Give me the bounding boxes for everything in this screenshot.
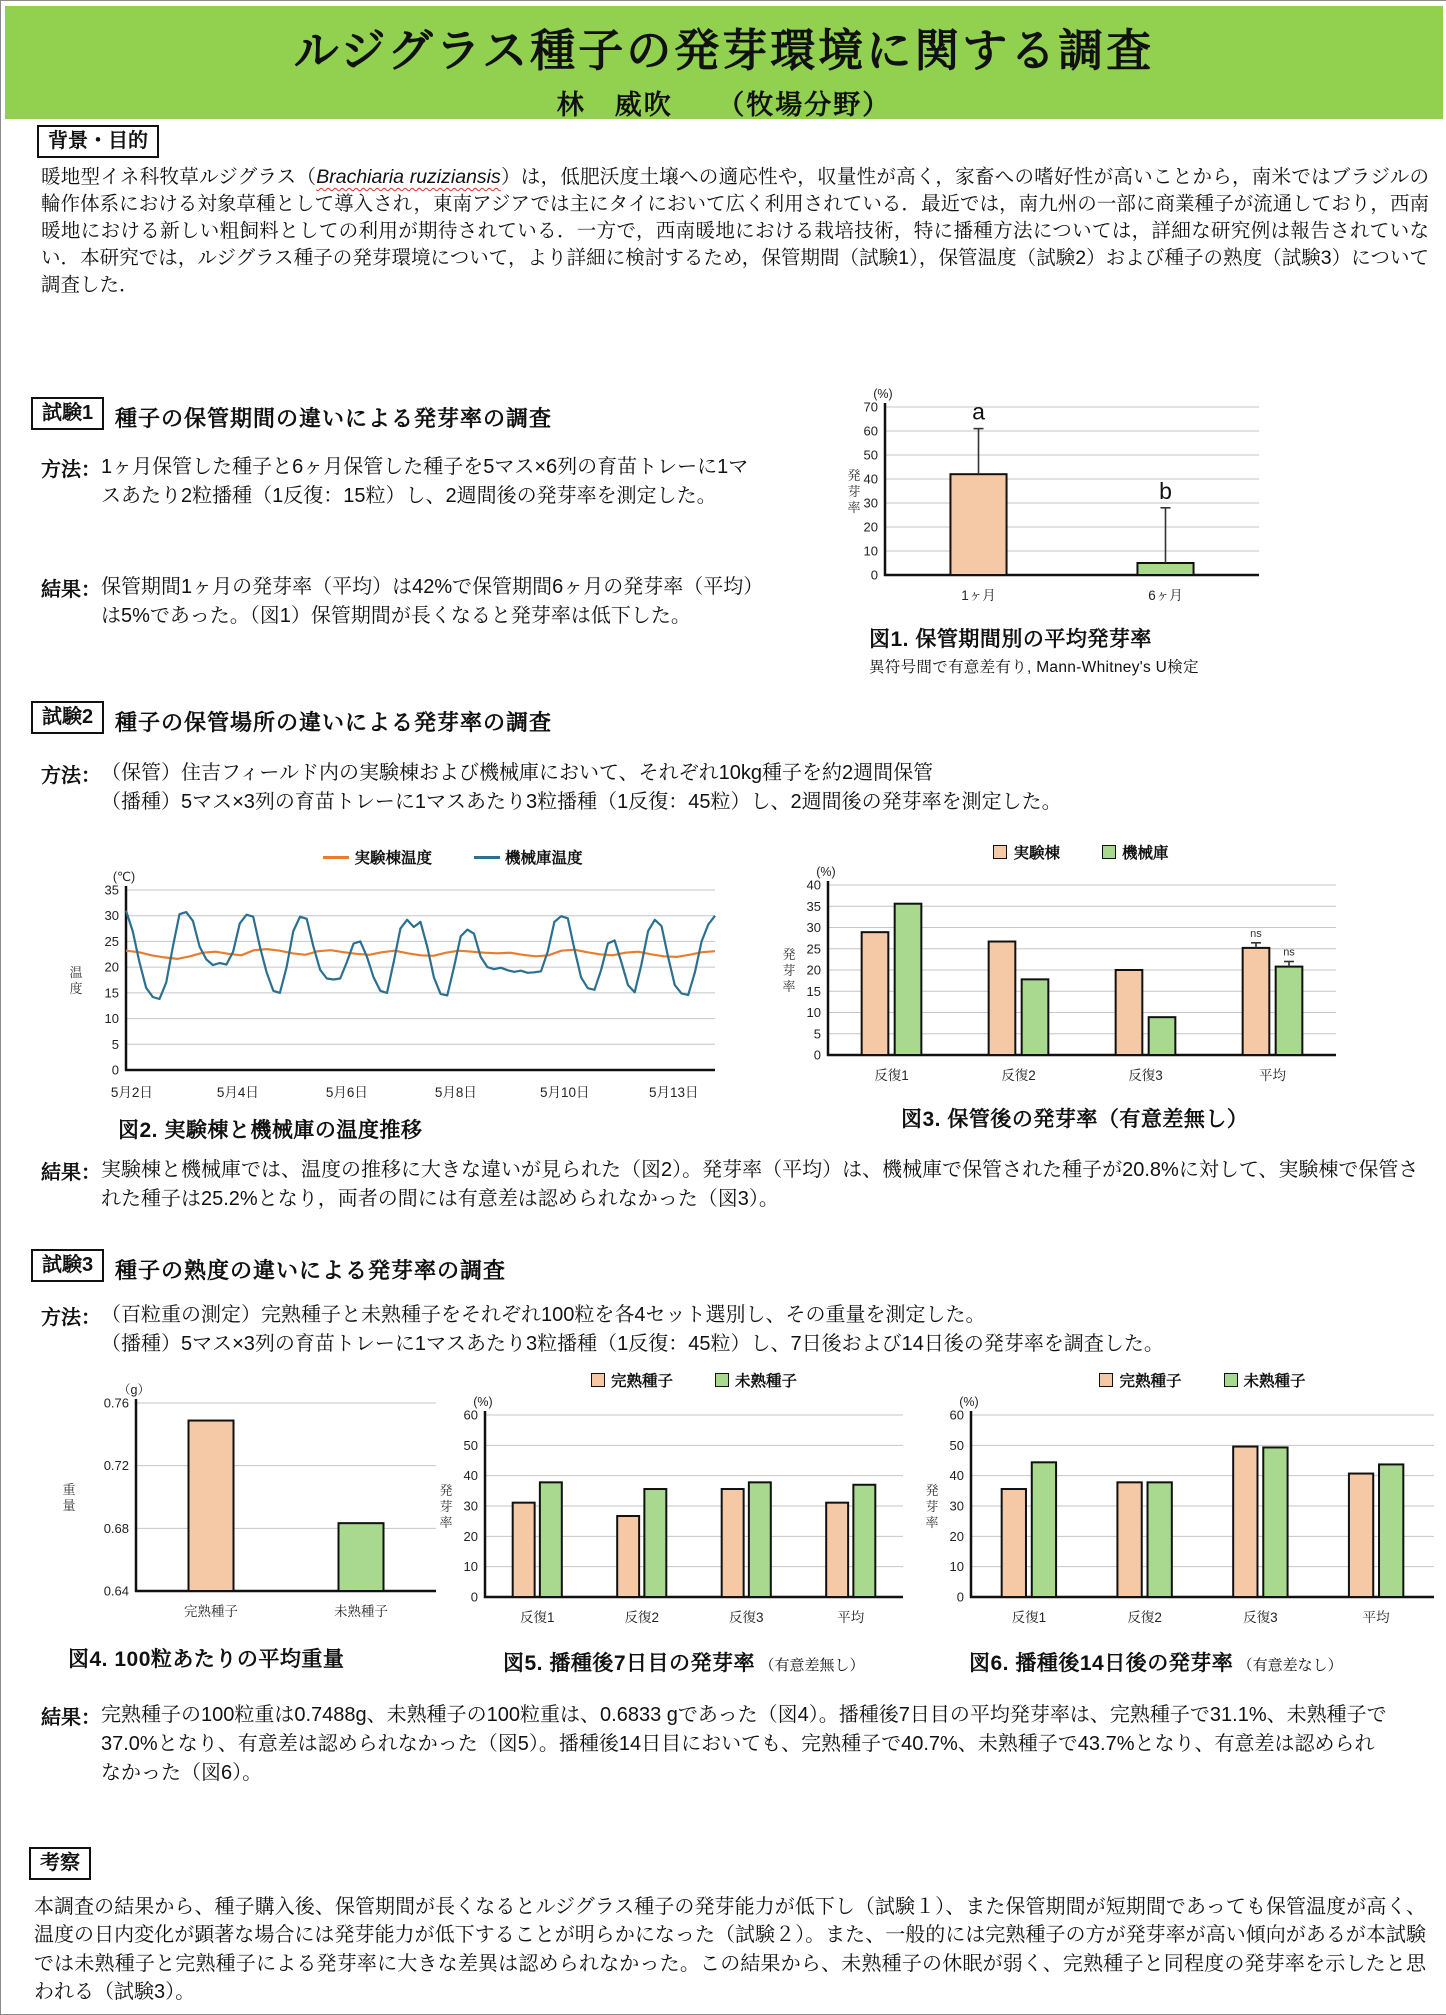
svg-text:反復2: 反復2 bbox=[1001, 1068, 1036, 1083]
svg-text:70: 70 bbox=[863, 399, 878, 415]
mech-line-swatch bbox=[474, 856, 500, 859]
svg-text:芽: 芽 bbox=[439, 1499, 453, 1514]
figure-5 bbox=[433, 1369, 915, 1677]
fig6-caption-row bbox=[969, 1647, 1446, 1677]
svg-text:0: 0 bbox=[470, 1589, 478, 1605]
svg-text:(%): (%) bbox=[473, 1395, 493, 1409]
svg-text:（g）: （g） bbox=[118, 1383, 150, 1397]
fig2-legend bbox=[183, 846, 723, 868]
fig5-legend bbox=[473, 1369, 915, 1391]
svg-text:25: 25 bbox=[806, 941, 821, 957]
fig5-caption: 図5. 播種後7日目の発芽率 bbox=[503, 1652, 756, 1675]
svg-text:5月2日: 5月2日 bbox=[110, 1085, 153, 1100]
mech-line-label: 機械庫温度 bbox=[505, 850, 583, 867]
svg-text:0: 0 bbox=[956, 1589, 964, 1605]
exp3-method-line1: （百粒重の測定）完熟種子と未熟種子をそれぞれ100粒を各4セット選別し、その重量を測定した。 bbox=[101, 1304, 986, 1326]
fig1-caption-note: 異符号間で有意差有り, Mann-Whitney's U検定 bbox=[869, 659, 1199, 676]
svg-text:35: 35 bbox=[806, 898, 821, 914]
svg-text:40: 40 bbox=[806, 877, 821, 893]
svg-text:50: 50 bbox=[863, 447, 878, 463]
exp3-method-line2: （播種）5マス×3列の育苗トレーに1マスあたり3粒播種（1反復：45粒）し、7日後および14日後の発芽率を調査した。 bbox=[101, 1332, 1164, 1355]
svg-text:量: 量 bbox=[62, 1498, 76, 1513]
svg-text:発: 発 bbox=[439, 1483, 453, 1498]
svg-text:25: 25 bbox=[104, 933, 119, 949]
exp3-label: 試験3 bbox=[31, 1249, 104, 1282]
svg-text:30: 30 bbox=[806, 920, 821, 935]
fig6-legend bbox=[959, 1369, 1446, 1391]
fig2-caption: 図2. 実験棟と機械庫の温度推移 bbox=[118, 1119, 423, 1142]
svg-text:完熟種子: 完熟種子 bbox=[184, 1604, 238, 1619]
lab-line-swatch bbox=[323, 856, 349, 859]
svg-text:平均: 平均 bbox=[1259, 1068, 1286, 1083]
svg-text:15: 15 bbox=[104, 985, 119, 1001]
figure-3 bbox=[776, 841, 1346, 1133]
fig6-legend-immature bbox=[1224, 1369, 1306, 1391]
svg-text:ns: ns bbox=[1283, 946, 1295, 959]
svg-text:(%): (%) bbox=[816, 865, 836, 879]
fig3-legend-mech bbox=[1102, 841, 1169, 863]
svg-text:20: 20 bbox=[463, 1528, 478, 1544]
svg-text:率: 率 bbox=[782, 979, 796, 994]
svg-text:芽: 芽 bbox=[782, 963, 796, 978]
svg-text:20: 20 bbox=[863, 519, 878, 535]
svg-text:5月13日: 5月13日 bbox=[649, 1085, 699, 1100]
immature-bar-swatch bbox=[1224, 1373, 1238, 1387]
svg-text:60: 60 bbox=[949, 1407, 964, 1423]
mature-bar-swatch bbox=[1099, 1373, 1113, 1387]
svg-text:5月4日: 5月4日 bbox=[216, 1085, 259, 1100]
fig5-bar-chart bbox=[433, 1395, 913, 1637]
svg-text:率: 率 bbox=[847, 500, 861, 515]
svg-text:5月6日: 5月6日 bbox=[325, 1085, 368, 1100]
background-label: 背景・目的 bbox=[37, 125, 159, 158]
svg-text:20: 20 bbox=[806, 962, 821, 978]
section-label-exp2 bbox=[31, 701, 104, 734]
svg-text:0.68: 0.68 bbox=[103, 1520, 129, 1536]
svg-text:率: 率 bbox=[925, 1515, 939, 1530]
fig2-legend-lab bbox=[323, 846, 432, 868]
svg-text:反復3: 反復3 bbox=[1243, 1610, 1278, 1625]
svg-text:平均: 平均 bbox=[837, 1610, 865, 1625]
fig2-line-chart bbox=[63, 870, 723, 1108]
fig2-legend-mech bbox=[474, 846, 583, 868]
exp1-heading: 種子の保管期間の違いによる発芽率の調査 bbox=[115, 406, 553, 431]
section-label-exp3 bbox=[31, 1249, 104, 1282]
svg-text:0: 0 bbox=[111, 1062, 119, 1078]
svg-text:発: 発 bbox=[925, 1483, 939, 1498]
svg-text:1ヶ月: 1ヶ月 bbox=[961, 588, 996, 603]
exp2-method-text bbox=[101, 759, 1062, 817]
svg-text:5: 5 bbox=[111, 1036, 119, 1052]
svg-text:発: 発 bbox=[847, 468, 861, 483]
svg-text:度: 度 bbox=[69, 981, 83, 996]
fig6-bar-chart bbox=[919, 1395, 1444, 1637]
svg-text:0.64: 0.64 bbox=[103, 1583, 129, 1599]
figure-2 bbox=[63, 846, 723, 1144]
svg-text:5月10日: 5月10日 bbox=[540, 1085, 590, 1100]
author-line: 林 威吹 （牧場分野） bbox=[556, 90, 892, 120]
svg-text:芽: 芽 bbox=[925, 1499, 939, 1514]
background-text-before: 暖地型イネ科牧草ルジグラス（ bbox=[41, 166, 317, 188]
exp3-method-label: 方法： bbox=[41, 1307, 101, 1329]
svg-text:50: 50 bbox=[949, 1437, 964, 1453]
fig3-legend-lab bbox=[993, 841, 1060, 863]
header-band bbox=[5, 6, 1443, 119]
page-title: ルジグラス種子の発芽環境に関する調査 bbox=[293, 25, 1155, 76]
fig1-bar-chart bbox=[841, 377, 1269, 615]
exp2-result-label: 結果： bbox=[41, 1162, 101, 1184]
svg-text:30: 30 bbox=[104, 908, 119, 924]
fig3-caption: 図3. 保管後の発芽率（有意差無し） bbox=[901, 1108, 1249, 1131]
exp1-label: 試験1 bbox=[31, 397, 104, 430]
svg-text:平均: 平均 bbox=[1362, 1610, 1390, 1625]
immature-bar-label: 未熟種子 bbox=[735, 1373, 798, 1390]
exp3-heading: 種子の熟度の違いによる発芽率の調査 bbox=[115, 1258, 507, 1283]
mech-bar-label: 機械庫 bbox=[1122, 845, 1169, 862]
fig1-caption: 図1. 保管期間別の平均発芽率 bbox=[869, 628, 1152, 651]
svg-text:60: 60 bbox=[863, 423, 878, 439]
svg-text:10: 10 bbox=[806, 1005, 821, 1020]
svg-text:(℃): (℃) bbox=[112, 870, 136, 884]
svg-text:発: 発 bbox=[782, 947, 796, 962]
svg-text:20: 20 bbox=[949, 1528, 964, 1544]
figure-4 bbox=[56, 1379, 456, 1673]
fig6-caption-note: （有意差なし） bbox=[1237, 1657, 1343, 1674]
svg-text:反復3: 反復3 bbox=[1128, 1068, 1163, 1083]
section-label-exp1 bbox=[31, 397, 104, 430]
svg-text:35: 35 bbox=[104, 882, 119, 898]
exp3-method-text bbox=[101, 1301, 1164, 1359]
exp3-result-text: 完熟種子の100粒重は0.7488g、未熟種子の100粒重は、0.6833 gであった（図4）。播種後7日目の平均発芽率は、完熟種子で31.1%、未熟種子で37.0%となり、有意差は認められなかった（図5）。播種後14日目においても、完熟種子で40.7%、未熟種子で43.7%となり、有意差は認められなかった（図6）。 bbox=[101, 1704, 1387, 1784]
svg-text:反復1: 反復1 bbox=[519, 1610, 555, 1625]
fig3-bar-chart bbox=[776, 865, 1346, 1095]
exp2-label: 試験2 bbox=[31, 701, 104, 734]
svg-text:40: 40 bbox=[949, 1468, 964, 1484]
svg-text:6ヶ月: 6ヶ月 bbox=[1148, 588, 1183, 603]
exp1-method-row bbox=[41, 453, 781, 511]
svg-text:a: a bbox=[972, 398, 985, 425]
svg-text:60: 60 bbox=[463, 1407, 478, 1423]
exp3-method-row bbox=[41, 1301, 1436, 1359]
svg-text:反復1: 反復1 bbox=[874, 1068, 909, 1083]
background-text-after: ）は，低肥沃度土壌への適応性や，収量性が高く，家畜への嗜好性が高いことから，南米ではブラジルの輪作体系における対象草種として導入され，東南アジアでは主にタイにおいて広く利用されている．最近では，南九州の一部に商業種子が流通しており，西南暖地における新しい粗飼料としての利用が期待されている．一方で，西南暖地における栽培技術，特に播種方法については，詳細な研究例は報告されていない．本研究では，ルジグラス種子の発芽環境について，より詳細に検討するため，保管期間（試験1），保管温度（試験2）および種子の熟度（試験3）について調査した． bbox=[41, 166, 1430, 296]
immature-bar-swatch bbox=[715, 1373, 729, 1387]
exp1-result-label: 結果： bbox=[41, 579, 101, 601]
svg-text:率: 率 bbox=[439, 1515, 453, 1530]
svg-text:反復1: 反復1 bbox=[1011, 1610, 1047, 1625]
exp2-method-label: 方法： bbox=[41, 765, 101, 787]
svg-text:50: 50 bbox=[463, 1437, 478, 1453]
section-label-discussion bbox=[29, 1847, 91, 1880]
svg-text:b: b bbox=[1159, 477, 1172, 504]
discussion-paragraph: 本調査の結果から、種子購入後、保管期間が長くなるとルジグラス種子の発芽能力が低下し（試験１）、また保管期間が短期間であっても保管温度が高く、温度の日内変化が顕著な場合には発芽能力が低下することが明らかになった（試験２）。また、一般的には完熟種子の方が発芽率が高い傾向があるが本試験では未熟種子と完熟種子による発芽率に大きな差異は認められなかった。この結果から、未熟種子の休眠が弱く、完熟種子と同程度の発芽率を示したと思われる（試験3）。 bbox=[34, 1896, 1426, 2004]
svg-text:40: 40 bbox=[463, 1468, 478, 1484]
svg-text:5月8日: 5月8日 bbox=[434, 1085, 477, 1100]
svg-text:温: 温 bbox=[69, 965, 83, 980]
exp2-method-row bbox=[41, 759, 1431, 817]
svg-text:反復2: 反復2 bbox=[624, 1610, 660, 1625]
exp1-method-label: 方法： bbox=[41, 459, 101, 481]
figure-6 bbox=[919, 1369, 1446, 1677]
fig6-caption: 図6. 播種後14日後の発芽率 bbox=[969, 1652, 1234, 1675]
svg-text:(%): (%) bbox=[873, 387, 893, 401]
svg-text:(%): (%) bbox=[959, 1395, 979, 1409]
svg-text:未熟種子: 未熟種子 bbox=[334, 1604, 388, 1619]
svg-text:40: 40 bbox=[863, 471, 878, 487]
lab-line-label: 実験棟温度 bbox=[354, 850, 432, 867]
svg-text:15: 15 bbox=[806, 983, 821, 999]
section-label-background bbox=[37, 125, 159, 158]
svg-text:20: 20 bbox=[104, 959, 119, 975]
svg-text:0.72: 0.72 bbox=[103, 1458, 129, 1474]
svg-text:重: 重 bbox=[62, 1482, 76, 1497]
svg-text:0: 0 bbox=[813, 1047, 821, 1063]
fig5-legend-immature bbox=[715, 1369, 797, 1391]
fig5-legend-mature bbox=[591, 1369, 673, 1391]
fig4-bar-chart bbox=[56, 1379, 446, 1631]
exp3-result-label: 結果： bbox=[41, 1707, 101, 1729]
svg-text:30: 30 bbox=[949, 1498, 964, 1514]
mature-bar-label: 完熟種子 bbox=[1119, 1373, 1182, 1390]
svg-text:ns: ns bbox=[1250, 927, 1262, 940]
svg-text:10: 10 bbox=[463, 1559, 478, 1575]
svg-text:芽: 芽 bbox=[847, 484, 861, 499]
svg-text:10: 10 bbox=[863, 543, 878, 559]
svg-text:5: 5 bbox=[813, 1026, 821, 1042]
exp1-result-text: 保管期間1ヶ月の発芽率（平均）は42%で保管期間6ヶ月の発芽率（平均）は5%であった。（図1）保管期間が長くなると発芽率は低下した。 bbox=[101, 576, 764, 627]
exp2-result-row bbox=[41, 1156, 1436, 1214]
fig3-legend bbox=[816, 841, 1346, 863]
lab-bar-swatch bbox=[993, 845, 1007, 859]
exp1-method-text: 1ヶ月保管した種子と6ヶ月保管した種子を5マス×6列の育苗トレーに1マスあたり2粒播種（1反復：15粒）し、2週間後の発芽率を測定した。 bbox=[101, 456, 749, 507]
svg-text:0: 0 bbox=[870, 567, 878, 583]
immature-bar-label: 未熟種子 bbox=[1243, 1373, 1306, 1390]
fig4-caption: 図4. 100粒あたりの平均重量 bbox=[68, 1648, 345, 1671]
mature-bar-label: 完熟種子 bbox=[610, 1373, 673, 1390]
fig6-legend-mature bbox=[1099, 1369, 1181, 1391]
species-name: Brachiaria ruziziansis bbox=[316, 166, 501, 188]
exp2-method-line2: （播種）5マス×3列の育苗トレーに1マスあたり3粒播種（1反復：45粒）し、2週間後の発芽率を測定した。 bbox=[101, 790, 1062, 813]
discussion-label: 考察 bbox=[29, 1847, 91, 1880]
mech-bar-swatch bbox=[1102, 845, 1116, 859]
figure-1 bbox=[841, 377, 1281, 677]
exp2-result-text: 実験棟と機械庫では、温度の推移に大きな違いが見られた（図2）。発芽率（平均）は、機械庫で保管された種子が20.8%に対して、実験棟で保管された種子は25.2%となり，両者の間には有意差は認められなかった（図3）。 bbox=[101, 1159, 1419, 1210]
exp1-result-row bbox=[41, 573, 781, 631]
exp2-heading: 種子の保管場所の違いによる発芽率の調査 bbox=[115, 710, 553, 735]
svg-text:0.76: 0.76 bbox=[103, 1395, 129, 1411]
svg-text:30: 30 bbox=[863, 495, 878, 511]
fig5-caption-row bbox=[503, 1647, 915, 1677]
mature-bar-swatch bbox=[591, 1373, 605, 1387]
fig5-caption-note: （有意差無し） bbox=[759, 1657, 865, 1674]
svg-text:反復2: 反復2 bbox=[1127, 1610, 1162, 1625]
background-paragraph bbox=[41, 164, 1429, 299]
svg-text:反復3: 反復3 bbox=[728, 1610, 764, 1625]
svg-text:10: 10 bbox=[949, 1559, 964, 1575]
exp2-method-line1: （保管）住吉フィールド内の実験棟および機械庫において、それぞれ10kg種子を約2週間保管 bbox=[101, 762, 934, 784]
svg-text:10: 10 bbox=[104, 1011, 119, 1027]
lab-bar-label: 実験棟 bbox=[1013, 845, 1060, 862]
svg-text:30: 30 bbox=[463, 1498, 478, 1514]
exp3-result-row bbox=[41, 1701, 1441, 1787]
